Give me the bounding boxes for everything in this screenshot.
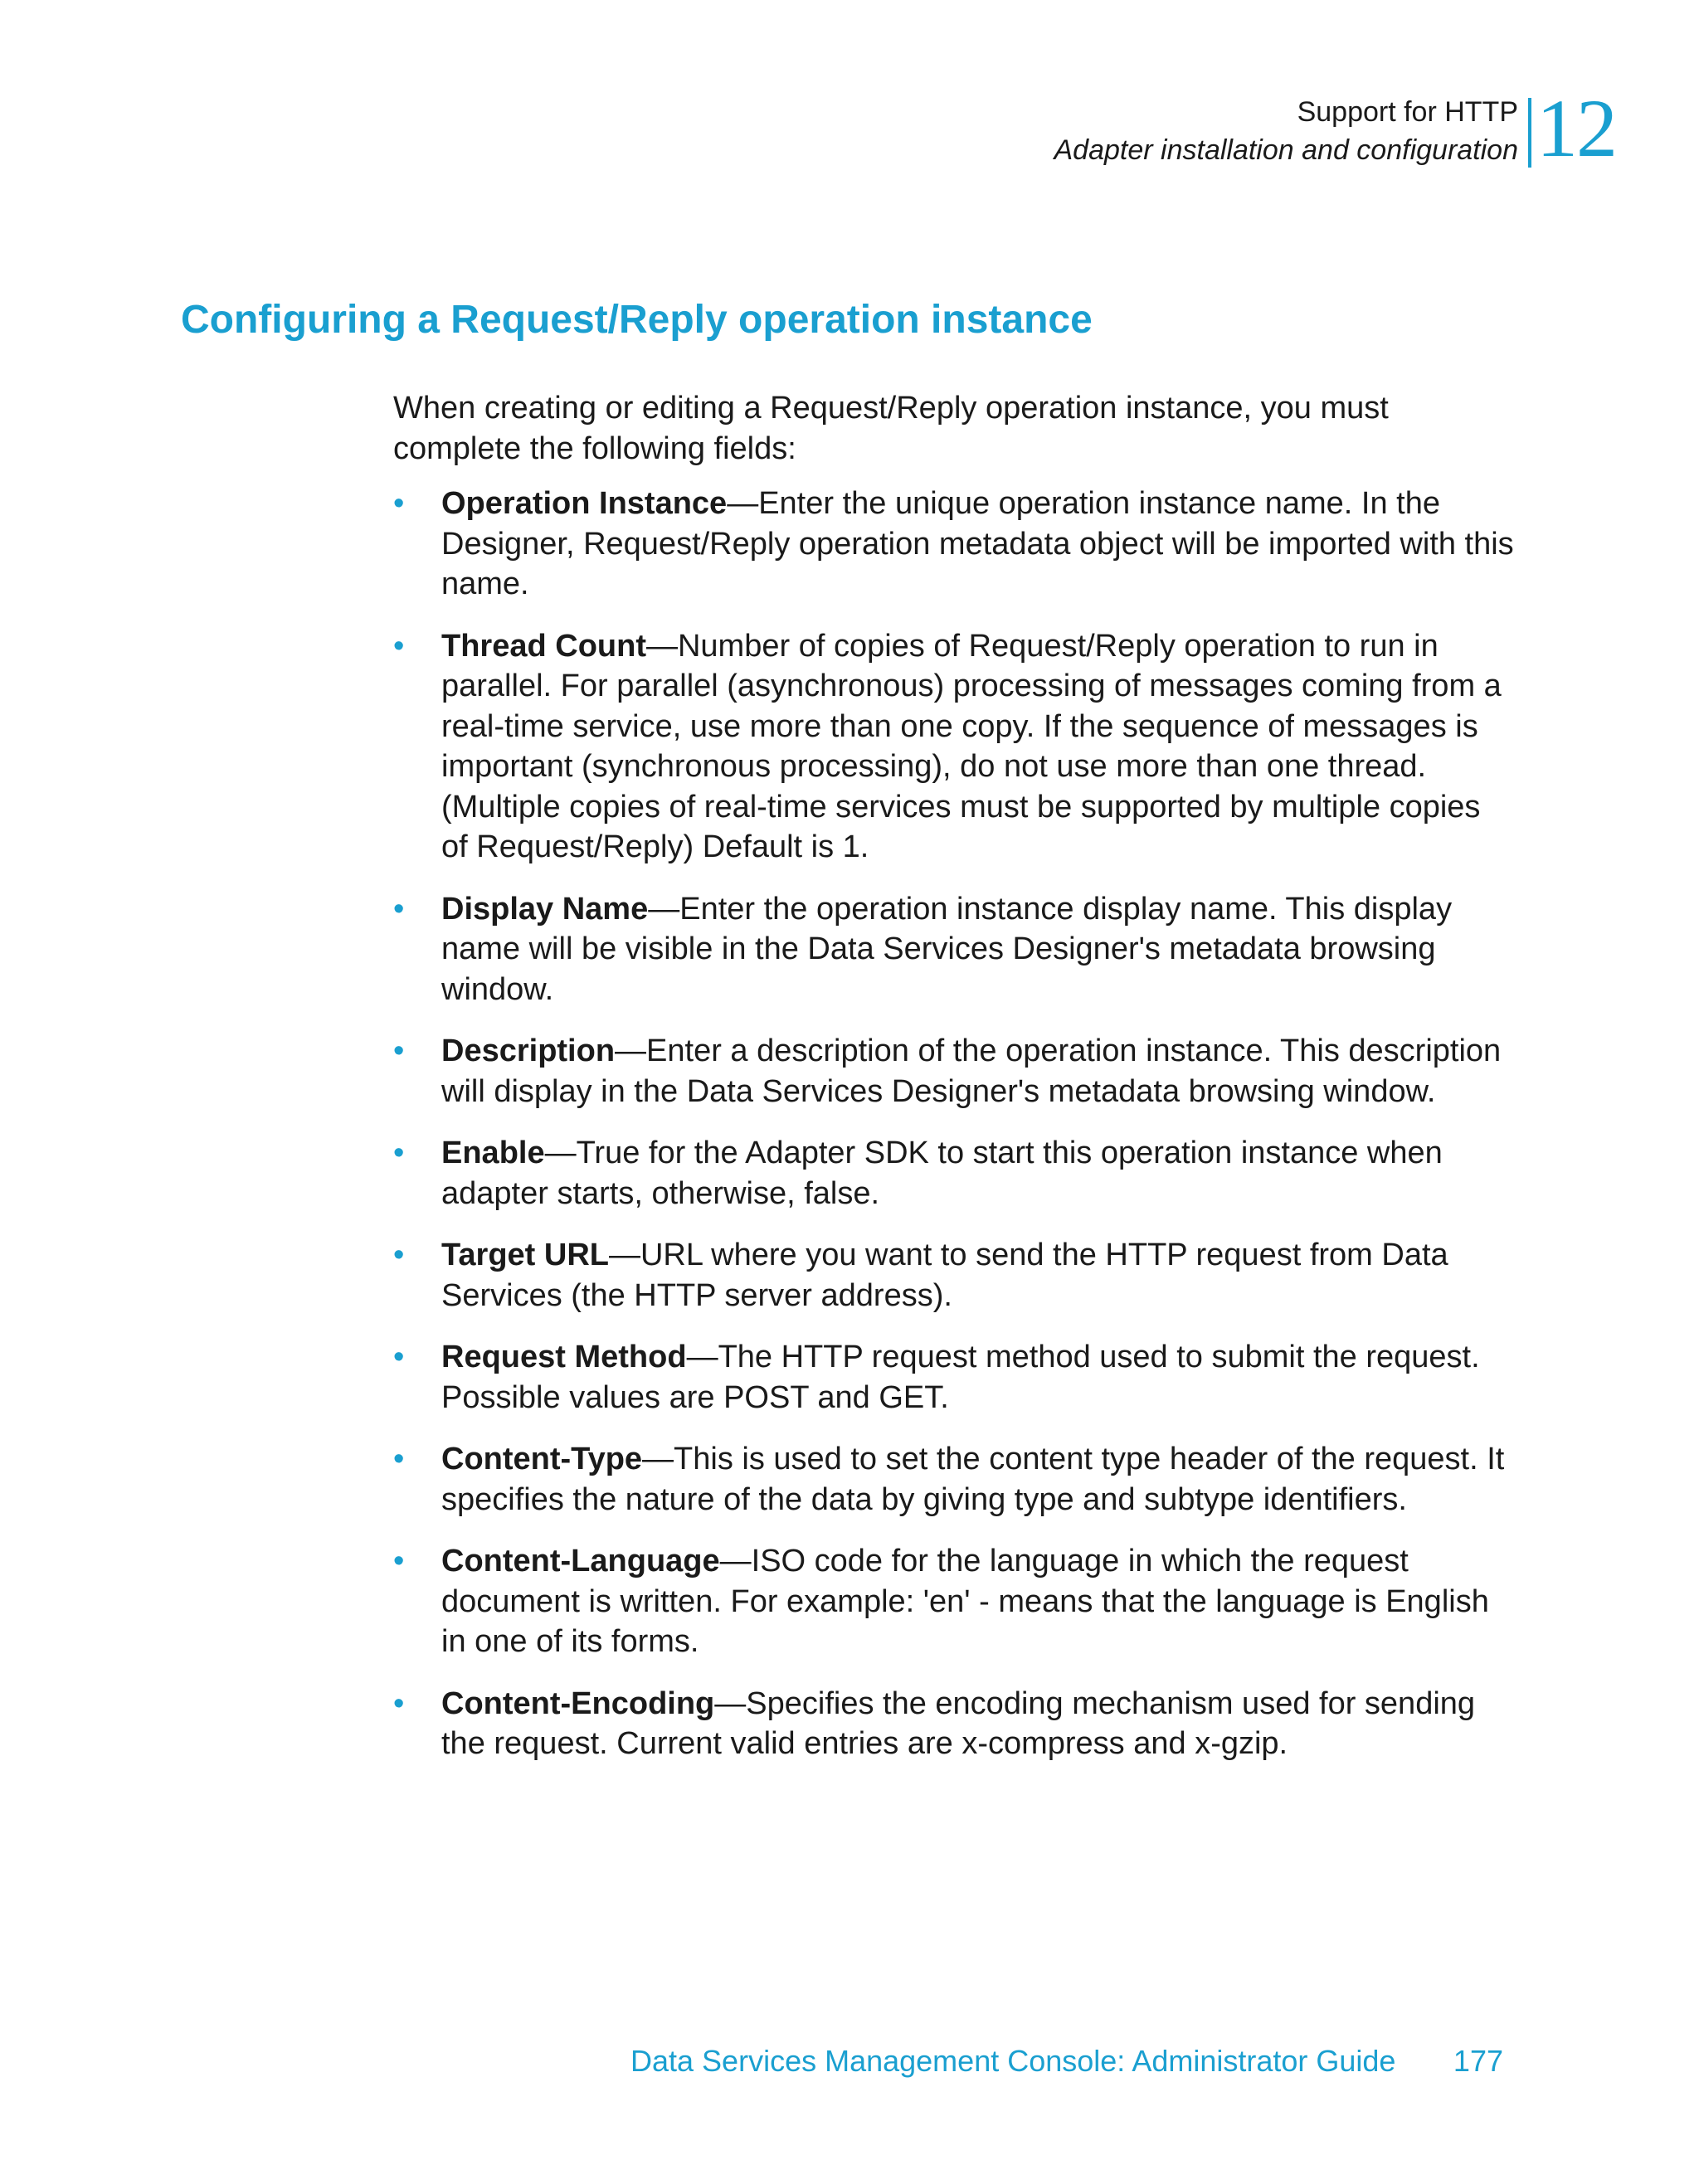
bullet-icon: • (393, 1340, 405, 1374)
field-term: Operation Instance (441, 486, 728, 521)
field-description: —Number of copies of Request/Reply operation to run in parallel. For parallel (asynchronous) processing of messages coming from a real-time service, use more than one copy. If the sequence of messages is important (synchronous processing), do not use more than one thread. (Multiple copies of real-time services must be supported by multiple copies of Request/Reply) Default is 1. (441, 628, 1502, 864)
bullet-icon: • (393, 1136, 405, 1170)
bullet-icon: • (393, 1034, 405, 1068)
field-term: Description (441, 1034, 616, 1068)
chapter-divider (1528, 98, 1531, 168)
field-description: —Enter the operation instance display name. This display name will be visible in the Data Services Designer's metadata browsing window. (441, 891, 1453, 1007)
bullet-icon: • (393, 486, 405, 521)
bullet-icon: • (393, 1544, 405, 1578)
intro-paragraph: When creating or editing a Request/Reply operation instance, you must complete the following fields: (393, 391, 1389, 466)
list-item-operation-instance (393, 484, 1515, 605)
list-item-thread-count (393, 626, 1515, 868)
list-item-content-language (393, 1541, 1515, 1662)
bullet-icon: • (393, 1442, 405, 1476)
field-term: Content-Language (441, 1544, 720, 1578)
bullet-icon: • (393, 1685, 405, 1721)
running-header (1054, 93, 1519, 169)
chapter-number: 12 (1536, 82, 1616, 174)
page-number: 177 (1453, 2044, 1503, 2078)
section-heading: Configuring a Request/Reply operation instance (181, 298, 1093, 342)
field-term: Display Name (441, 891, 649, 927)
field-description: —Enter the unique operation instance name. In the Designer, Request/Reply operation metadata object will be imported with this name. (441, 486, 1514, 601)
field-description: —Enter a description of the operation instance. This description will display in the Data Services Designer's metadata browsing window. (441, 1034, 1502, 1109)
field-description: —This is used to set the content type header of the request. It specifies the nature of the data by giving type and subtype identifiers. (441, 1442, 1505, 1517)
list-item-content-type (393, 1439, 1515, 1520)
field-list (393, 484, 1515, 1764)
field-term: Enable (441, 1136, 545, 1170)
field-description: —Specifies the encoding mechanism used for sending the request. Current valid entries are x-compress and x-gzip. (441, 1685, 1476, 1761)
field-description: —True for the Adapter SDK to start this operation instance when adapter starts, otherwise, false. (441, 1136, 1443, 1211)
list-item-content-encoding (393, 1684, 1515, 1764)
list-item-enable (393, 1133, 1515, 1214)
list-item-request-method (393, 1337, 1515, 1418)
field-term: Content-Encoding (441, 1685, 715, 1721)
list-item-display-name (393, 889, 1515, 1010)
bullet-icon: • (393, 891, 405, 927)
field-term: Target URL (441, 1238, 609, 1272)
list-item-target-url (393, 1235, 1515, 1316)
field-term: Request Method (441, 1340, 687, 1374)
field-description: —ISO code for the language in which the request document is written. For example: 'en' - means that the language is English in one of its forms. (441, 1544, 1489, 1659)
bullet-icon: • (393, 628, 405, 664)
bullet-icon: • (393, 1238, 405, 1272)
list-item-description (393, 1031, 1515, 1111)
running-header-section: Support for HTTP (1297, 96, 1518, 128)
footer-guide-title: Data Services Management Console: Administrator Guide (630, 2044, 1396, 2078)
field-description: —URL where you want to send the HTTP request from Data Services (the HTTP server address). (441, 1238, 1448, 1313)
running-header-subsection: Adapter installation and configuration (1054, 134, 1518, 166)
field-description: —The HTTP request method used to submit the request. Possible values are POST and GET. (441, 1340, 1480, 1415)
field-term: Thread Count (441, 628, 646, 664)
field-term: Content-Type (441, 1442, 643, 1476)
body-content (393, 388, 1515, 1786)
